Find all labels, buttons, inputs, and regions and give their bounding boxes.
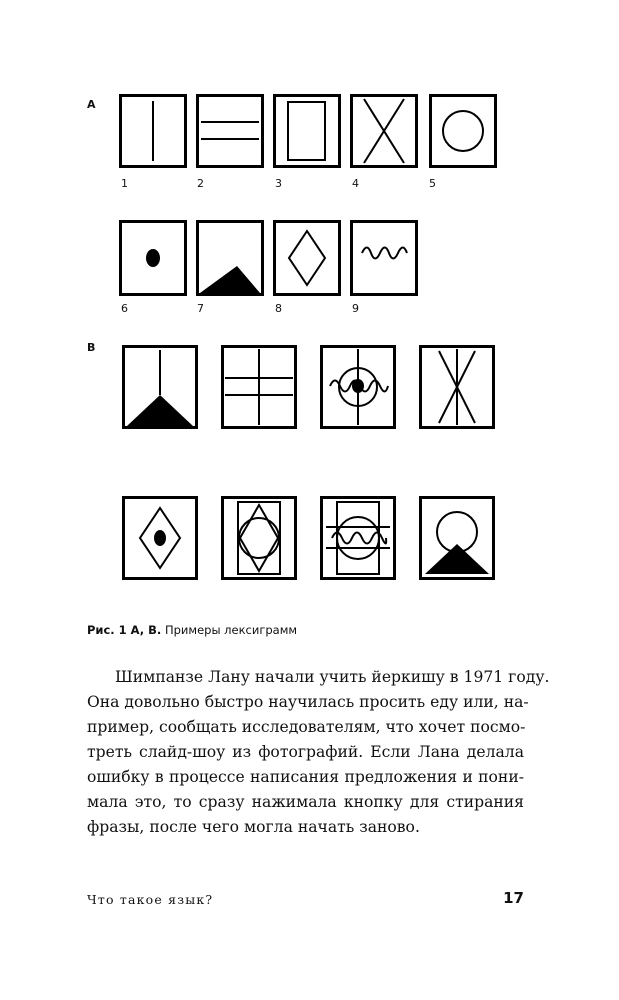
- symbol-number-1: 1: [121, 177, 128, 190]
- symbol-number-2: 2: [197, 177, 204, 190]
- combined-lexigram-circle-wave-dot: [320, 345, 396, 429]
- running-title: Что такое язык?: [87, 892, 214, 907]
- combined-lexigram-circle-triangle: [419, 496, 495, 580]
- lexigram-vertical-line: [119, 94, 187, 168]
- symbol-number-4: 4: [352, 177, 359, 190]
- combined-lexigram-cross-line: [419, 345, 495, 429]
- text-line: мала это, то сразу нажимала кнопку для стирания: [87, 793, 524, 811]
- page-number: 17: [503, 889, 524, 907]
- text-line: фразы, после чего могла начать заново.: [87, 818, 420, 836]
- symbol-number-9: 9: [352, 302, 359, 315]
- text-line: треть слайд-шоу из фотографий. Если Лана делала: [87, 743, 524, 761]
- lexigram-dot: [119, 220, 187, 296]
- body-paragraph: [87, 665, 550, 840]
- symbol-number-5: 5: [429, 177, 436, 190]
- text-line: Она довольно быстро научилась просить еду или, на-: [87, 693, 529, 711]
- combined-lexigram-rect-diamond-circle: [221, 496, 297, 580]
- symbol-number-3: 3: [275, 177, 282, 190]
- text-line: Шимпанзе Лану начали учить йеркишу в 1971 году.: [115, 668, 550, 686]
- section-b-label: B: [87, 341, 96, 354]
- symbol-number-8: 8: [275, 302, 282, 315]
- lexigram-rectangle: [273, 94, 341, 168]
- figure-caption: [87, 623, 297, 637]
- caption-label: Рис. 1 A, B.: [87, 623, 162, 637]
- lexigram-cross: [350, 94, 418, 168]
- text-line: ошибку в процессе написания предложения и пони-: [87, 768, 524, 786]
- combined-lexigram-line-triangle: [122, 345, 198, 429]
- lexigram-triangle: [196, 220, 264, 296]
- symbol-number-6: 6: [121, 302, 128, 315]
- lexigram-double-horizontal: [196, 94, 264, 168]
- caption-text: Примеры лексиграмм: [161, 623, 298, 637]
- combined-lexigram-diamond-dot: [122, 496, 198, 580]
- text-line: пример, сообщать исследователям, что хочет посмо-: [87, 718, 526, 736]
- lexigram-wave: [350, 220, 418, 296]
- combined-lexigram-rect-circle-wave: [320, 496, 396, 580]
- lexigram-circle: [429, 94, 497, 168]
- symbol-number-7: 7: [197, 302, 204, 315]
- combined-lexigram-grid: [221, 345, 297, 429]
- lexigram-diamond: [273, 220, 341, 296]
- section-a-label: A: [87, 98, 96, 111]
